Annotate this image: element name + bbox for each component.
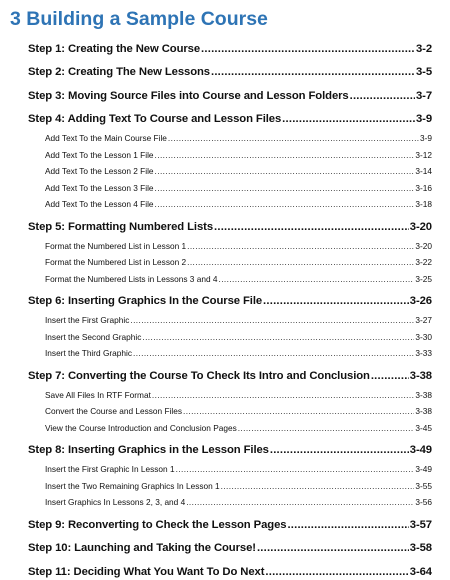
dot-leader [155,196,415,213]
toc-sub-page: 3-30 [415,331,432,342]
toc-step-entry[interactable] [28,112,432,127]
toc-sub-title: Format the Numbered Lists in Lessons 3 and 4 [45,273,218,284]
toc-step-page: 3-5 [415,66,432,78]
dot-leader [371,369,409,384]
toc-step-page: 3-7 [415,89,432,102]
dot-leader [287,518,408,533]
dot-leader [155,180,415,197]
dot-leader [221,478,415,495]
toc-sub-page: 3-22 [415,257,432,267]
dot-leader [142,329,414,346]
dot-leader [130,312,414,329]
toc-sub-entry[interactable] [45,130,432,147]
dot-leader [187,238,414,255]
toc-sub-page: 3-38 [415,389,432,400]
dot-leader [218,271,414,288]
toc-step-page: 3-64 [409,565,432,578]
dot-leader [238,420,415,437]
toc-step-entry[interactable] [28,220,432,235]
toc-sub-page: 3-20 [415,240,432,251]
toc-sub-title: Format the Numbered List in Lesson 1 [45,240,187,251]
toc-sub-title: Add Text To the Lesson 3 File [45,182,154,193]
dot-leader [257,541,409,556]
toc-sub-page: 3-14 [415,166,432,176]
toc-sub-entry[interactable] [45,387,432,404]
toc-sub-page: 3-25 [415,273,432,284]
toc-step-title: Step 3: Moving Source Files into Course and Lesson Folders [28,89,349,102]
toc-sub-page: 3-55 [415,480,432,491]
dot-leader [270,443,409,458]
toc-sub-title: Save All Files In RTF Format [45,389,151,400]
toc-step-title: Step 7: Converting the Course To Check Its Intro and Conclusion [28,369,370,382]
toc-step-page: 3-2 [415,42,432,55]
table-of-contents [28,42,432,580]
toc-sub-entry[interactable] [45,420,432,437]
toc-sub-title: Add Text To the Lesson 4 File [45,199,154,209]
toc-sub-title: Add Text To the Lesson 2 File [45,166,154,176]
toc-sub-page: 3-12 [415,149,432,160]
dot-leader [211,65,415,80]
dot-leader [263,294,409,309]
toc-sub-entry[interactable] [45,478,432,495]
toc-step-entry[interactable] [28,565,432,580]
toc-step-page: 3-20 [409,220,432,233]
toc-sub-entry[interactable] [45,403,432,420]
toc-step-title: Step 5: Formatting Numbered Lists [28,220,214,233]
toc-sub-title: Insert the Third Graphic [45,348,133,358]
dot-leader [168,130,419,147]
toc-sub-title: Insert the First Graphic In Lesson 1 [45,464,175,474]
dot-leader [282,112,415,127]
toc-step-entry[interactable] [28,294,432,309]
toc-sub-entry[interactable] [45,238,432,255]
toc-step-entry[interactable] [28,42,432,57]
toc-sub-page: 3-9 [420,133,432,143]
dot-leader [201,42,415,57]
toc-sub-page: 3-38 [415,406,432,416]
toc-step-entry[interactable] [28,65,432,80]
dot-leader [176,461,415,478]
toc-step-title: Step 4: Adding Text To Course and Lesson Files [28,113,282,125]
toc-step-entry[interactable] [28,541,432,556]
toc-sub-page: 3-49 [415,464,432,474]
toc-sub-title: Add Text To the Lesson 1 File [45,149,154,160]
toc-sub-title: Convert the Course and Lesson Files [45,406,182,416]
toc-sub-title: Insert the First Graphic [45,315,130,325]
toc-step-title: Step 6: Inserting Graphics In the Course File [28,295,263,307]
toc-sub-title: View the Course Introduction and Conclusion Pages [45,422,237,433]
toc-step-page: 3-49 [409,444,432,456]
toc-sub-page: 3-18 [415,199,432,209]
toc-sub-entry[interactable] [45,494,432,511]
chapter-title: 3 Building a Sample Course [10,8,268,30]
dot-leader [265,565,408,580]
toc-sub-entry[interactable] [45,147,432,164]
toc-sub-page: 3-27 [415,315,432,325]
toc-sub-page: 3-56 [415,497,432,507]
toc-sub-page: 3-16 [415,182,432,193]
toc-step-entry[interactable] [28,369,432,384]
dot-leader [350,89,415,104]
dot-leader [186,494,414,511]
dot-leader [187,254,414,271]
dot-leader [183,403,414,420]
toc-sub-page: 3-45 [415,422,432,433]
toc-sub-entry[interactable] [45,271,432,288]
toc-sub-title: Insert the Second Graphic [45,331,142,342]
toc-step-title: Step 10: Launching and Taking the Course! [28,542,256,554]
toc-step-title: Step 1: Creating the New Course [28,42,201,55]
toc-sub-entry[interactable] [45,254,432,271]
toc-step-page: 3-38 [409,369,432,382]
toc-step-title: Step 11: Deciding What You Want To Do Next [28,565,265,578]
toc-step-title: Step 2: Creating The New Lessons [28,66,210,78]
toc-step-page: 3-58 [409,542,432,554]
dot-leader [133,345,414,362]
toc-step-page: 3-26 [409,295,432,307]
toc-step-entry[interactable] [28,443,432,458]
toc-sub-page: 3-33 [415,348,432,358]
toc-sub-title: Insert Graphics In Lessons 2, 3, and 4 [45,497,186,507]
toc-sub-entry[interactable] [45,312,432,329]
toc-step-entry[interactable] [28,518,432,533]
dot-leader [155,147,415,164]
toc-sub-title: Add Text To the Main Course File [45,133,167,143]
toc-sub-entry[interactable] [45,180,432,197]
toc-step-entry[interactable] [28,89,432,104]
dot-leader [155,163,415,180]
toc-sub-entry[interactable] [45,329,432,346]
toc-sub-entry[interactable] [45,461,432,478]
toc-step-title: Step 8: Inserting Graphics in the Lesson Files [28,444,269,456]
dot-leader [152,387,415,404]
dot-leader [214,220,409,235]
toc-sub-entry[interactable] [45,163,432,180]
toc-step-page: 3-9 [415,113,432,125]
toc-sub-title: Insert the Two Remaining Graphics In Lesson 1 [45,480,220,491]
toc-sub-entry[interactable] [45,196,432,213]
toc-sub-title: Format the Numbered List in Lesson 2 [45,257,187,267]
toc-sub-entry[interactable] [45,345,432,362]
toc-step-page: 3-57 [409,518,432,531]
toc-step-title: Step 9: Reconverting to Check the Lesson Pages [28,518,287,531]
